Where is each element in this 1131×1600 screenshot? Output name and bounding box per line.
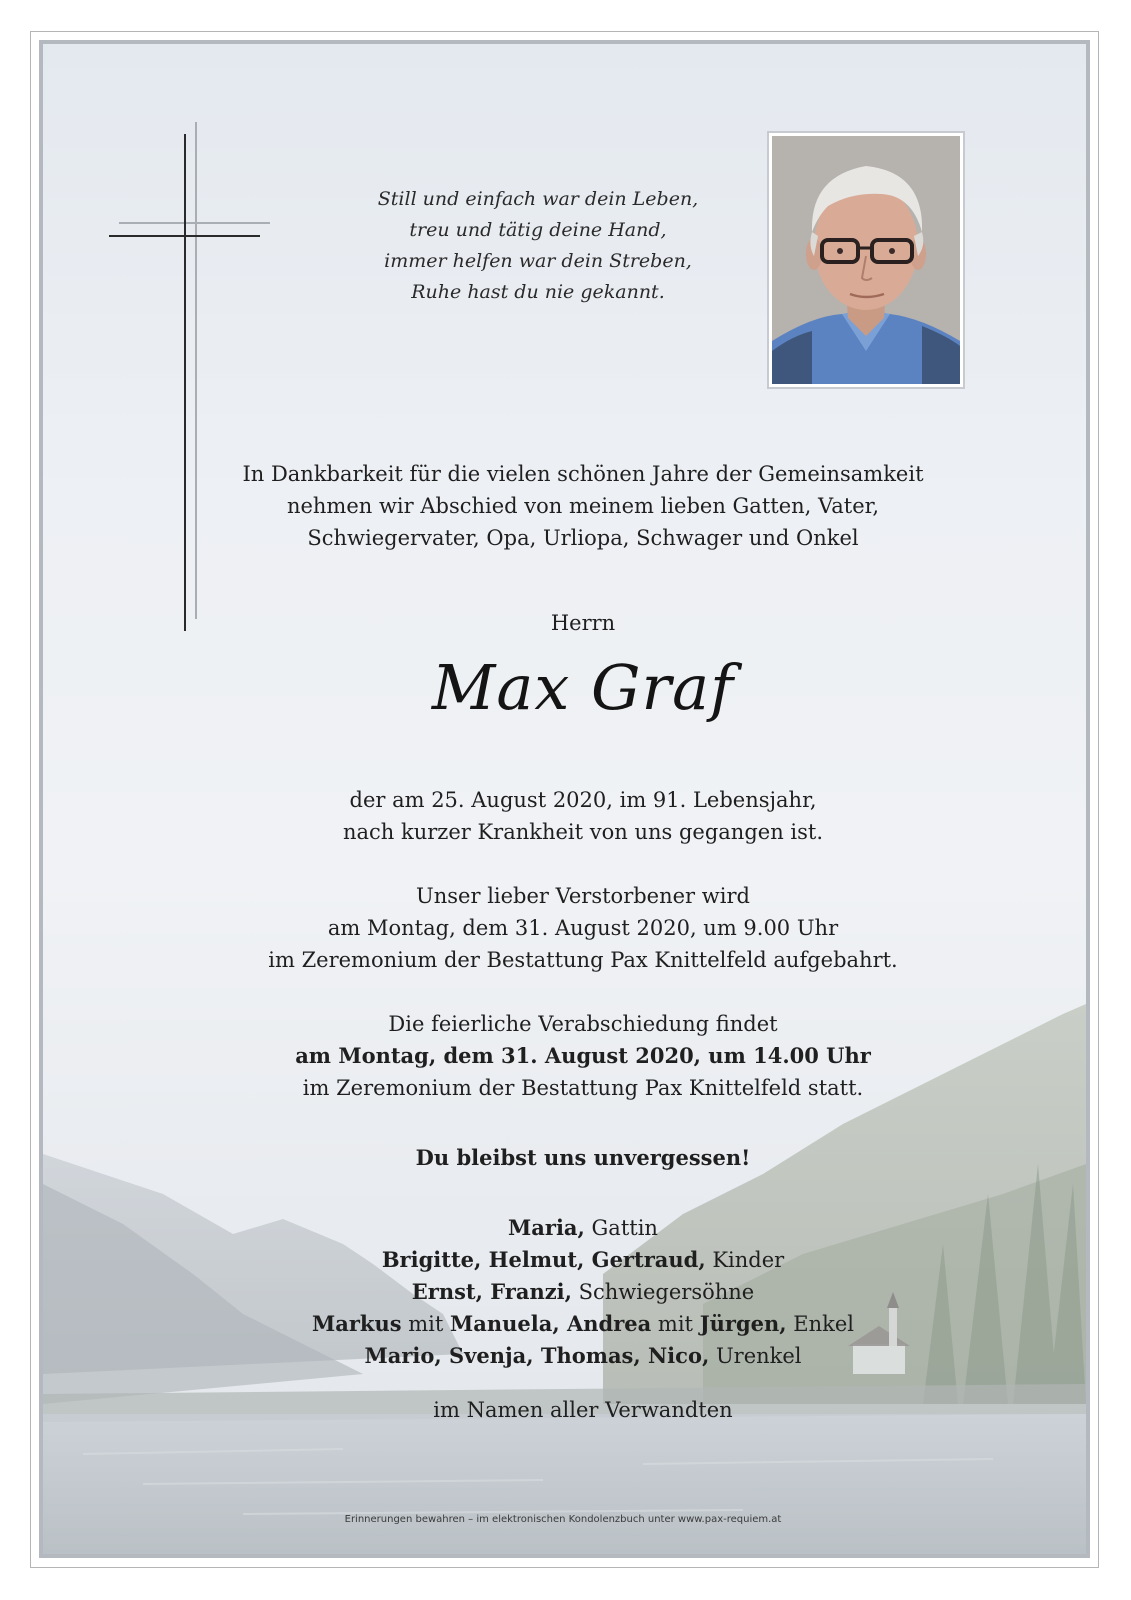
family-names: Maria, — [508, 1215, 585, 1240]
lying-line: Unser lieber Verstorbener wird — [416, 884, 750, 908]
cross-icon-horizontal — [109, 235, 260, 237]
family-row — [103, 1276, 1063, 1308]
poem-line: Ruhe hast du nie gekannt. — [411, 281, 665, 303]
lying-line: am Montag, dem 31. August 2020, um 9.00 Uhr — [327, 916, 839, 940]
death-line: nach kurzer Krankheit von uns gegangen ist. — [342, 820, 824, 844]
lying-line: im Zeremonium der Bestattung Pax Knittelfeld aufgebahrt. — [268, 948, 898, 972]
relatives-note: im Namen aller Verwandten — [433, 1398, 733, 1422]
family-row — [103, 1340, 1063, 1372]
footer-condolence-link: Erinnerungen bewahren – im elektronischen Kondolenzbuch unter www.pax-requiem.at — [344, 1514, 782, 1525]
family-names: Ernst, Franzi, — [411, 1279, 572, 1304]
family-role: Gattin — [591, 1216, 658, 1240]
family-connector: mit — [408, 1312, 444, 1336]
poem-line: Still und einfach war dein Leben, — [377, 188, 699, 210]
motto: Du bleibst uns unvergessen! — [415, 1145, 751, 1170]
family-row — [103, 1212, 1063, 1244]
family-role: Urenkel — [715, 1344, 802, 1368]
family-names: Mario, Svenja, Thomas, Nico, — [364, 1343, 710, 1368]
intro-text — [103, 458, 1063, 554]
salutation: Herrn — [550, 611, 616, 635]
portrait-photo — [772, 136, 960, 384]
family-role: Schwiegersöhne — [578, 1280, 755, 1304]
lying-in-state-text — [103, 880, 1063, 976]
farewell-line: Die feierliche Verabschiedung findet — [388, 1012, 778, 1036]
intro-line: nehmen wir Abschied von meinem lieben Gatten, Vater, — [286, 494, 880, 518]
death-notice — [103, 784, 1063, 848]
death-line: der am 25. August 2020, im 91. Lebensjahr, — [349, 788, 817, 812]
cross-icon-vertical — [184, 134, 186, 631]
farewell-ceremony-text — [103, 1008, 1063, 1104]
family-role: Enkel — [793, 1312, 855, 1336]
cross-shadow-horizontal — [119, 222, 270, 224]
family-role: Kinder — [712, 1248, 785, 1272]
memorial-poem — [343, 184, 733, 308]
deceased-name: Max Graf — [431, 651, 735, 724]
family-names: Manuela, Andrea — [450, 1311, 652, 1336]
poem-line: treu und tätig deine Hand, — [409, 219, 667, 241]
intro-line: Schwiegervater, Opa, Urliopa, Schwager und Onkel — [307, 526, 859, 550]
intro-line: In Dankbarkeit für die vielen schönen Jahre der Gemeinsamkeit — [242, 462, 924, 486]
family-names: Jürgen, — [699, 1311, 787, 1336]
farewell-line: im Zeremonium der Bestattung Pax Knittelfeld statt. — [302, 1076, 864, 1100]
family-names: Brigitte, Helmut, Gertraud, — [381, 1247, 706, 1272]
portrait-frame — [767, 131, 965, 389]
family-connector: mit — [657, 1312, 693, 1336]
family-row — [103, 1308, 1063, 1340]
farewell-date: am Montag, dem 31. August 2020, um 14.00 Uhr — [295, 1043, 871, 1068]
family-list — [103, 1212, 1063, 1372]
family-row — [103, 1244, 1063, 1276]
poem-line: immer helfen war dein Streben, — [384, 250, 692, 272]
family-names: Markus — [311, 1311, 402, 1336]
notice-card — [39, 40, 1090, 1558]
